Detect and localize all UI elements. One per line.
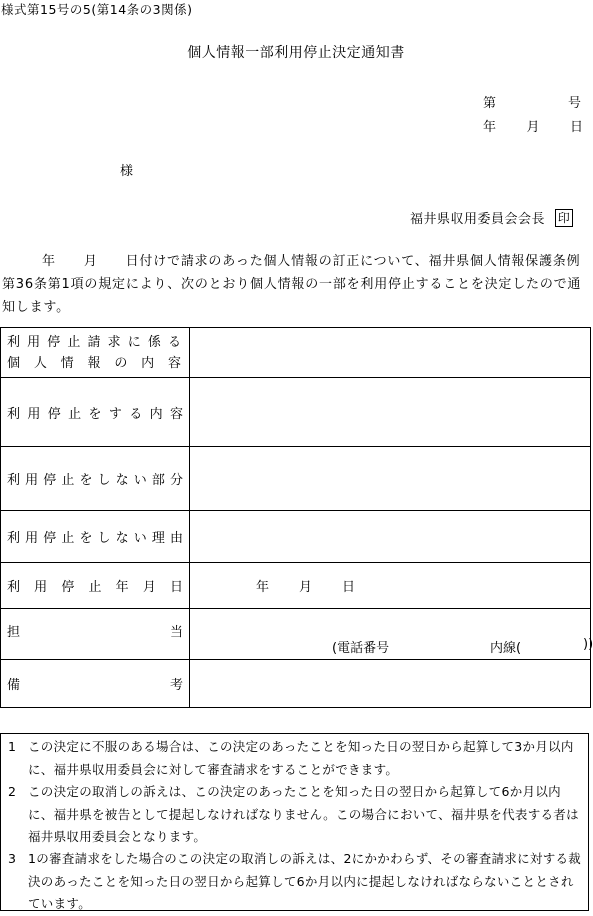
label-stop-date <box>1 563 190 609</box>
issue-date <box>483 116 583 135</box>
doc-number-suffix: 号 <box>567 96 581 111</box>
intro-paragraph <box>2 250 588 319</box>
note-1-text: この決定に不服のある場合は、この決定のあったことを知った日の翌日から起算して3か月以内に、福井県収用委員会に対して審査請求をすることができます。 <box>28 739 574 777</box>
label-remarks-text: 備考 <box>7 678 183 693</box>
note-2 <box>8 781 583 849</box>
issue-month: 月 <box>526 120 540 135</box>
value-not-stop-reason[interactable] <box>190 511 591 563</box>
label-request-content <box>1 328 190 378</box>
form-number-label: 様式第15号の5(第14条の3関係) <box>1 2 193 17</box>
note-3-text: 1の審査請求をした場合のこの決定の取消しの訴えは、2にかかわらず、その審査請求に対する裁決のあったことを知った日の翌日から起算して6か月以内に提起しなければならないこととされています。 <box>28 851 582 911</box>
note-2-number: 2 <box>8 784 17 799</box>
addressee: 様 <box>120 164 134 179</box>
contact-phone: (電話番号 <box>332 641 390 656</box>
contact-extension: 内線( <box>490 641 522 656</box>
value-contact[interactable] <box>190 609 591 660</box>
note-2-text: この決定の取消しの訴えは、この決定のあったことを知った日の翌日から起算して6か月以内に、福井県を被告として提起しなければなりません。この場合において、福井県を代表する者は福井県収用委員会となります。 <box>28 784 579 844</box>
intro-year: 年 <box>42 254 56 269</box>
value-request-content[interactable] <box>190 328 591 378</box>
decision-table <box>0 327 591 708</box>
note-3 <box>8 848 583 916</box>
label-stop-content-text: 利用停止をする内容 <box>7 406 183 422</box>
value-stop-content[interactable] <box>190 378 591 447</box>
note-3-number: 3 <box>8 851 17 866</box>
intro-month: 月 <box>83 254 98 269</box>
seal-mark: 印 <box>555 209 573 227</box>
doc-number-prefix: 第 <box>483 96 497 111</box>
label-not-stop-reason <box>1 511 190 563</box>
label-not-stop-part-text: 利用停止をしない部分 <box>7 473 183 488</box>
label-contact <box>1 609 190 660</box>
contact-close: )) <box>583 637 593 652</box>
issue-day: 日 <box>569 120 583 135</box>
label-remarks <box>1 660 190 708</box>
value-stop-date[interactable] <box>190 563 591 609</box>
notes-box <box>0 733 589 911</box>
issuer-name: 福井県収用委員会会長 <box>410 212 546 227</box>
value-remarks[interactable] <box>190 660 591 708</box>
issue-year: 年 <box>483 120 497 135</box>
value-not-stop-part[interactable] <box>190 447 591 511</box>
document-number <box>483 92 581 111</box>
label-stop-date-text: 利用停止年月日 <box>7 580 183 595</box>
intro-body: 日付けで請求のあった個人情報の訂正について、福井県個人情報保護条例第36条第1項の規定により、次のとおり個人情報の一部を利用停止することを決定したので通知します。 <box>2 254 582 315</box>
stop-date-year: 年 <box>256 580 270 595</box>
label-request-content-line1: 利用停止請求に係る <box>7 334 183 350</box>
document-title: 個人情報一部利用停止決定通知書 <box>187 45 405 61</box>
stop-date-month: 月 <box>299 580 313 595</box>
stop-date-day: 日 <box>342 580 356 595</box>
label-contact-text: 担当 <box>7 625 183 640</box>
label-request-content-line2: 個人情報の内容 <box>7 355 183 371</box>
label-not-stop-part <box>1 447 190 511</box>
note-1 <box>8 736 583 781</box>
label-not-stop-reason-text: 利用停止をしない理由 <box>7 531 183 546</box>
note-1-number: 1 <box>8 739 17 754</box>
label-stop-content <box>1 378 190 447</box>
issuer-block <box>410 208 573 227</box>
